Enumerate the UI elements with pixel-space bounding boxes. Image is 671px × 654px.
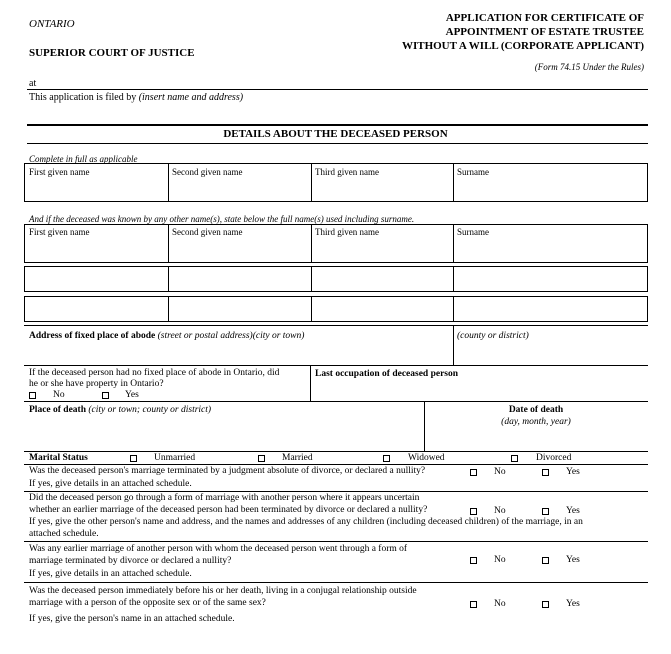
- section-rule: [27, 143, 648, 144]
- other-second-given-name-label: Second given name: [172, 227, 243, 237]
- married-label: Married: [282, 453, 313, 463]
- q2-no-label: No: [494, 506, 506, 516]
- q4-line-2: marriage with a person of the opposite sex or of the same sex?: [29, 598, 266, 608]
- other-surname-label: Surname: [457, 227, 489, 237]
- complete-note: Complete in full as applicable: [29, 154, 138, 164]
- property-question-line-1: If the deceased person had no fixed place of abode in Ontario, did: [29, 368, 280, 378]
- q3-yes-checkbox[interactable]: [542, 557, 549, 564]
- court-name: SUPERIOR COURT OF JUSTICE: [29, 47, 195, 59]
- marital-status-label: Marital Status: [29, 453, 88, 463]
- county-district-label[interactable]: (county or district): [457, 331, 529, 341]
- address-label[interactable]: Address of fixed place of abode (street or postal address)(city or town): [29, 331, 305, 341]
- place-of-death-label[interactable]: Place of death (city or town; county or district): [29, 405, 212, 415]
- other-names-note: And if the deceased was known by any other name(s), state below the full name(s) used including surname.: [29, 214, 415, 224]
- surname-label: Surname: [457, 167, 489, 177]
- q3-no-checkbox[interactable]: [470, 557, 477, 564]
- form-reference: (Form 74.15 Under the Rules): [534, 62, 644, 72]
- q2-line-2: whether an earlier marriage of the deceased person had been terminated by divorce or declared a nullity?: [29, 505, 428, 515]
- province-label: ONTARIO: [29, 18, 75, 30]
- q1-line-2: If yes, give details in an attached schedule.: [29, 479, 192, 489]
- q1-no-label: No: [494, 467, 506, 477]
- q2-yes-checkbox[interactable]: [542, 508, 549, 515]
- q3-line-2: marriage terminated by divorce or declared a nullity?: [29, 556, 232, 566]
- q2-yes-label: Yes: [566, 506, 580, 516]
- q4-line-1: Was the deceased person immediately before his or her death, living in a conjugal relationship outside: [29, 586, 417, 596]
- q4-yes-checkbox[interactable]: [542, 601, 549, 608]
- q4-no-label: No: [494, 599, 506, 609]
- date-of-death-label[interactable]: Date of death: [508, 405, 564, 415]
- q2-line-3: If yes, give the other person's name and address, and the names and addresses of any children (including deceased children) of the marriage, in an: [29, 517, 583, 527]
- q1-yes-label: Yes: [566, 467, 580, 477]
- widowed-label: Widowed: [408, 453, 445, 463]
- title-line-1: APPLICATION FOR CERTIFICATE OF: [445, 12, 644, 24]
- q1-no-checkbox[interactable]: [470, 469, 477, 476]
- filed-by-label: This application is filed by (insert name and address): [29, 92, 244, 103]
- at-line: [27, 89, 648, 90]
- title-line-2: APPOINTMENT OF ESTATE TRUSTEE: [445, 26, 644, 38]
- first-given-name-label: First given name: [29, 167, 90, 177]
- at-label: at: [29, 78, 37, 89]
- property-yes-checkbox[interactable]: [102, 392, 109, 399]
- divorced-checkbox[interactable]: [511, 455, 518, 462]
- q2-line-1: Did the deceased person go through a form of marriage with another person where it appears uncertain: [29, 493, 420, 503]
- q3-yes-label: Yes: [566, 555, 580, 565]
- property-no-label: No: [53, 390, 65, 400]
- occupation-label[interactable]: Last occupation of deceased person: [315, 369, 459, 379]
- q4-no-checkbox[interactable]: [470, 601, 477, 608]
- header-rule: [27, 124, 648, 126]
- property-yes-label: Yes: [125, 390, 139, 400]
- title-line-3: WITHOUT A WILL (CORPORATE APPLICANT): [401, 40, 644, 52]
- q1-yes-checkbox[interactable]: [542, 469, 549, 476]
- q4-line-3: If yes, give the person's name in an attached schedule.: [29, 614, 235, 624]
- widowed-checkbox[interactable]: [383, 455, 390, 462]
- property-question-line-2: he or she have property in Ontario?: [29, 379, 164, 389]
- second-given-name-label: Second given name: [172, 167, 243, 177]
- date-of-death-hint: (day, month, year): [501, 417, 571, 427]
- other-third-given-name-label: Third given name: [315, 227, 379, 237]
- q2-line-4: attached schedule.: [29, 529, 99, 539]
- other-names-row-3[interactable]: [24, 296, 648, 322]
- q4-yes-label: Yes: [566, 599, 580, 609]
- q3-line-3: If yes, give details in an attached schedule.: [29, 569, 192, 579]
- q3-no-label: No: [494, 555, 506, 565]
- third-given-name-label: Third given name: [315, 167, 379, 177]
- unmarried-label: Unmarried: [154, 453, 196, 463]
- other-names-row-2[interactable]: [24, 266, 648, 292]
- q2-no-checkbox[interactable]: [470, 508, 477, 515]
- q3-line-1: Was any earlier marriage of another person with whom the deceased person went through a form of: [29, 544, 408, 554]
- married-checkbox[interactable]: [258, 455, 265, 462]
- property-no-checkbox[interactable]: [29, 392, 36, 399]
- section-title: DETAILS ABOUT THE DECEASED PERSON: [223, 128, 448, 140]
- other-first-given-name-label: First given name: [29, 227, 90, 237]
- q1-line-1: Was the deceased person's marriage terminated by a judgment absolute of divorce, or declared a nullity?: [29, 466, 426, 476]
- divorced-label: Divorced: [536, 453, 572, 463]
- unmarried-checkbox[interactable]: [130, 455, 137, 462]
